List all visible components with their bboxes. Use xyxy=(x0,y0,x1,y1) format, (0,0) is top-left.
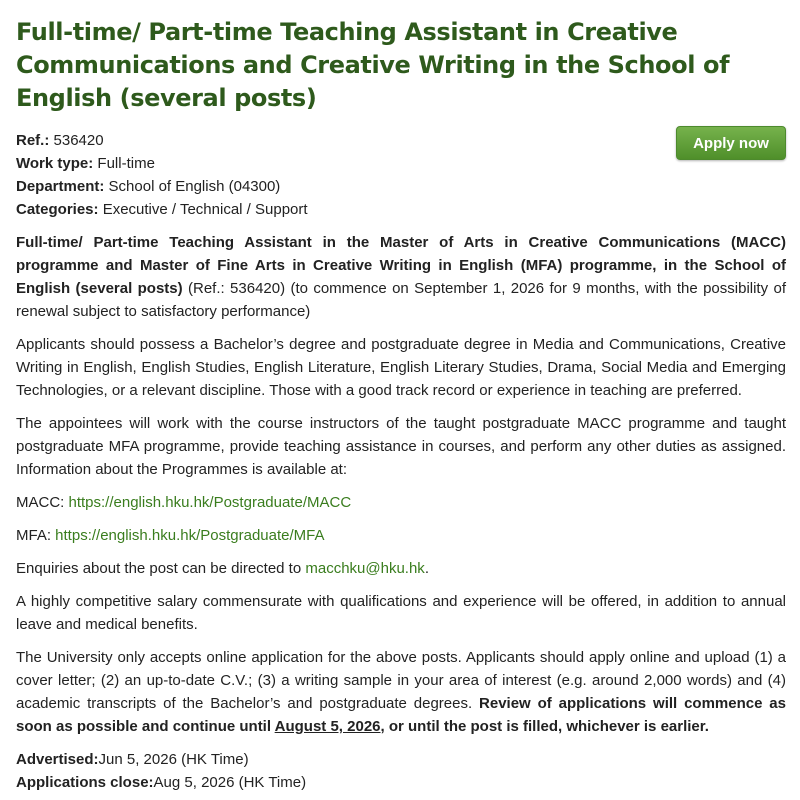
enquiries-line: Enquiries about the post can be directed to macchku@hku.hk. xyxy=(16,560,429,577)
salary-paragraph: A highly competitive salary commensurate with qualifications and experience will be offered, in addition to annual leave and medical benefits. xyxy=(16,593,786,633)
requirements-paragraph: Applicants should possess a Bachelor’s degree and postgraduate degree in Media and Communications, Creative Writing in English, English Studies, English Literature, English Literary Studies, Drama, Social Media and Emerging Technologies, or a relevant discipline. Those with a good track record or experience in teaching are preferred. xyxy=(16,336,786,399)
meta-categories: Categories: Executive / Technical / Support xyxy=(16,201,308,218)
enquiry-email-link[interactable]: macchku@hku.hk xyxy=(305,560,425,577)
meta-work-type: Work type: Full-time xyxy=(16,155,155,172)
apply-now-button[interactable]: Apply now xyxy=(676,126,786,160)
advertised-date: Advertised:Jun 5, 2026 (HK Time) xyxy=(16,751,249,768)
review-deadline-date: August 5, 2026 xyxy=(274,718,381,735)
meta-ref: Ref.: 536420 xyxy=(16,132,104,149)
intro-paragraph: Full-time/ Part-time Teaching Assistant in the Master of Arts in Creative Communications (MACC) programme and Master of Fine Arts in Creative Writing in English (MFA) programme, in the School of English (several posts) (Ref.: 536420) (to commence on September 1, 2026 for 9 months, with the possibility of renewal subject to satisfactory performance) xyxy=(16,234,786,320)
meta-department: Department: School of English (04300) xyxy=(16,178,281,195)
dates-block xyxy=(16,748,786,794)
mfa-link[interactable]: https://english.hku.hk/Postgraduate/MFA xyxy=(55,527,325,544)
application-paragraph: The University only accepts online application for the above posts. Applicants should apply online and upload (1) a cover letter; (2) an up-to-date C.V.; (3) a writing sample in your area of interest (e.g. around 2,000 words) and (4) academic transcripts of the Bachelor’s and postgraduate degrees. Review of applications will commence as soon as possible and continue until August 5, 2026, or until the post is filled, whichever is earlier. xyxy=(16,649,786,735)
macc-link[interactable]: https://english.hku.hk/Postgraduate/MACC xyxy=(68,494,352,511)
mfa-link-line: MFA: https://english.hku.hk/Postgraduate/MFA xyxy=(16,527,325,544)
close-date: Applications close:Aug 5, 2026 (HK Time) xyxy=(16,774,307,791)
duties-paragraph: The appointees will work with the course instructors of the taught postgraduate MACC programme and taught postgraduate MFA programme, provide teaching assistance in courses, and perform any other duties as assigned. Information about the Programmes is available at: xyxy=(16,415,786,478)
job-title: Full-time/ Part-time Teaching Assistant in Creative Communications and Creative Writing in the School of English (several posts) xyxy=(16,18,730,112)
macc-link-line: MACC: https://english.hku.hk/Postgraduate/MACC xyxy=(16,494,352,511)
job-meta xyxy=(16,129,786,221)
